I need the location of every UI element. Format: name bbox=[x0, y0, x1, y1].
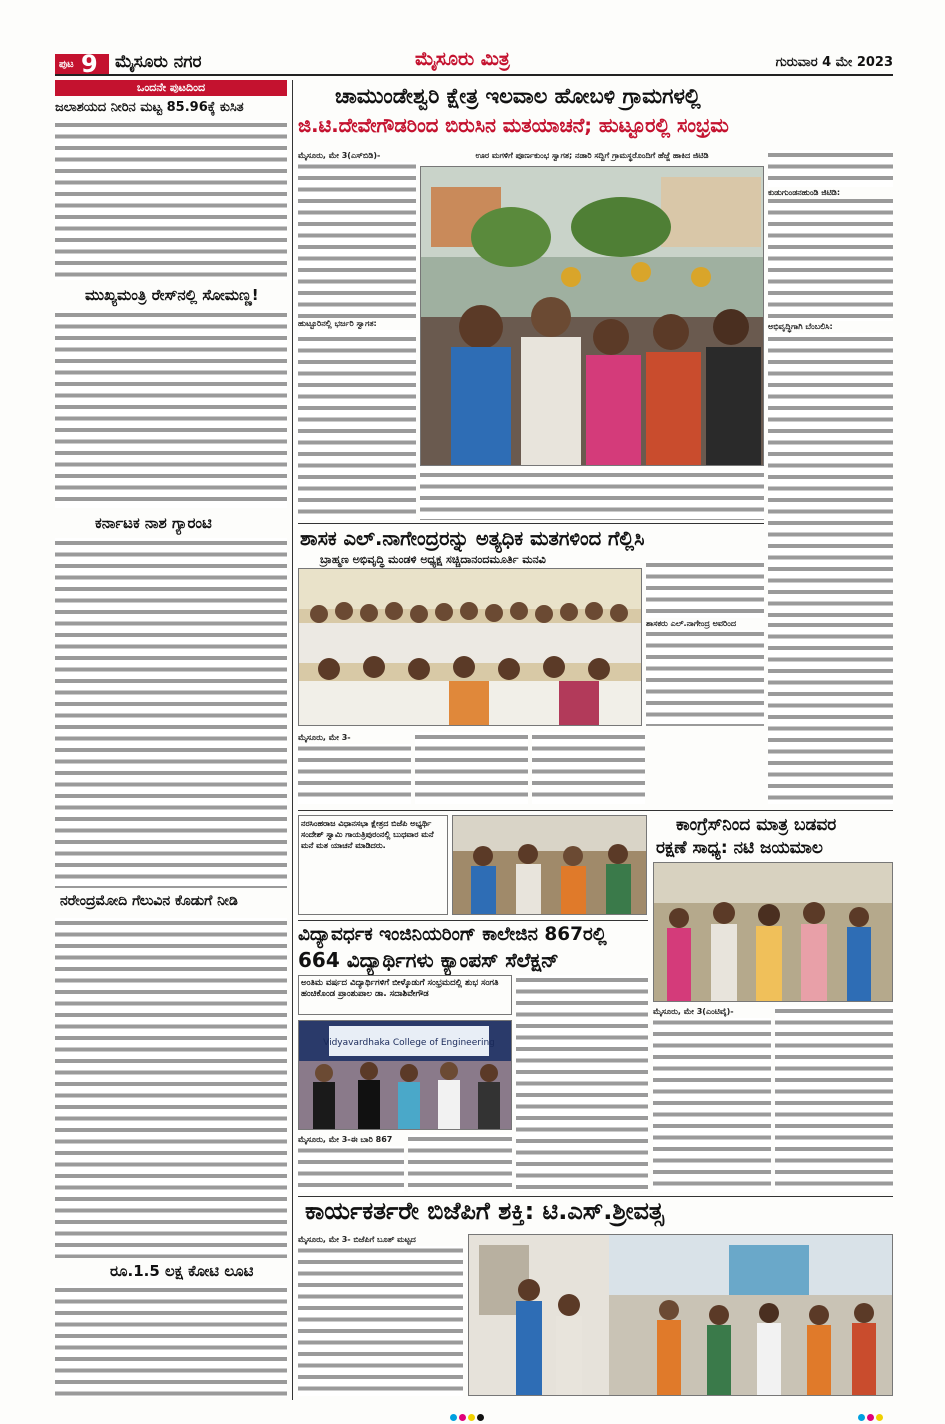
article-title-loot: ರೂ.1.5 ಲಕ್ಷ ಕೋಟಿ ಲೂಟಿ bbox=[110, 1262, 254, 1280]
color-registration-marks bbox=[858, 1406, 885, 1424]
story1-body-col1 bbox=[298, 150, 416, 520]
story1-subhead1: ಹುಟ್ಟೂರಿನಲ್ಲಿ ಭರ್ಜರಿ ಸ್ವಾಗತ: bbox=[298, 318, 416, 330]
street-campaign-image bbox=[469, 1235, 893, 1396]
story2-photo bbox=[298, 568, 642, 726]
page-number-badge bbox=[55, 50, 109, 78]
story1-photo bbox=[420, 166, 764, 466]
story2-headline: ಶಾಸಕ ಎಲ್.ನಾಗೇಂದ್ರರನ್ನು ಅತ್ಯಧಿಕ ಮತಗಳಿಂದ ಗೆಲ್ಲಿಸಿ bbox=[300, 527, 645, 550]
story4-subhead: ಅಂತಿಮ ವರ್ಷದ ವಿದ್ಯಾರ್ಥಿಗಳಿಗೆ ಬೀಳ್ಕೊಡುಗೆ ಸಂಭ್ರಮದಲ್ಲಿ ಶುಭ ಸಂಗತಿ ಹಂಚಿಕೊಂಡ ಪ್ರಾಂಶುಪಾಲ ಡಾ. ಸದಾಶಿವೇಗೌಡ bbox=[298, 975, 512, 1015]
story2-body-col4 bbox=[768, 620, 893, 804]
color-registration-marks bbox=[450, 1406, 486, 1424]
masthead-logo: ಮೈಸೂರು ಮಿತ್ರ bbox=[415, 48, 510, 70]
story3-body-col2 bbox=[775, 1006, 893, 1192]
column-divider bbox=[292, 80, 293, 1400]
page-word: ಪುಟ bbox=[59, 59, 74, 70]
article-body-reservoir bbox=[55, 120, 287, 280]
story1-body-under-photo bbox=[420, 470, 764, 520]
story5-body bbox=[298, 1234, 463, 1396]
story4-body-side bbox=[516, 975, 648, 1191]
story5-photo bbox=[468, 1234, 893, 1396]
story3-headline-line2: ರಕ್ಷಣೆ ಸಾಧ್ಯ: ನಟಿ ಜಯಮಾಲ bbox=[656, 838, 823, 858]
section-name: ಮೈಸೂರು ನಗರ bbox=[115, 52, 202, 72]
story2-subhead: ಬ್ರಾಹ್ಮಣ ಅಭಿವೃದ್ಧಿ ಮಂಡಳಿ ಅಧ್ಯಕ್ಷ ಸಚ್ಚಿದಾನಂದಮೂರ್ತಿ ಮನವಿ bbox=[320, 553, 546, 566]
ceremony-banner-text: Vidyavardhaka College of Engineering bbox=[323, 1038, 495, 1048]
story-divider bbox=[298, 810, 893, 811]
story4-photo bbox=[298, 1020, 512, 1130]
story2-body-col3 bbox=[532, 732, 645, 804]
group-photo-image bbox=[299, 569, 642, 726]
story2-body-col2 bbox=[415, 732, 528, 804]
page-header bbox=[55, 48, 893, 78]
article-title-guarantee: ಕರ್ನಾಟಕ ನಾಶ ಗ್ಯಾರಂಟಿ bbox=[95, 514, 212, 532]
article-title-cm-race: ಮುಖ್ಯಮಂತ್ರಿ ರೇಸ್‌ನಲ್ಲಿ ಸೋಮಣ್ಣ! bbox=[85, 286, 259, 304]
article-body-guarantee bbox=[55, 538, 287, 888]
story1-dateline: ಮೈಸೂರು, ಮೇ 3(ಎಸ್‌ಬಿಡಿ)- bbox=[298, 150, 416, 162]
story1-subhead2: ಕುಡುಗುಂಡನಹುಂಡಿ ಜಿಟಿಡಿ: bbox=[768, 187, 893, 199]
campaign-crowd-image bbox=[421, 167, 764, 466]
story1-body-col3 bbox=[768, 150, 893, 620]
door-to-door-image bbox=[453, 816, 647, 915]
article-body-modi bbox=[55, 918, 287, 1258]
story2-body-side bbox=[646, 560, 764, 726]
award-ceremony-image bbox=[299, 1021, 512, 1130]
story3-headline-line1: ಕಾಂಗ್ರೆಸ್‌ನಿಂದ ಮಾತ್ರ ಬಡವರ bbox=[676, 815, 837, 835]
article-body-loot bbox=[55, 1285, 287, 1397]
story1-subhead3: ಅಭಿವೃದ್ಧಿಗಾಗಿ ಬೆಂಬಲಿಸಿ: bbox=[768, 321, 893, 333]
photo-box-caption: ನರಸಿಂಹರಾಜ ವಿಧಾನಸಭಾ ಕ್ಷೇತ್ರದ ಬಿಜೆಪಿ ಅಭ್ಯರ್ಥಿ ಸಂದೇಶ್ ಸ್ವಾಮಿ ಗಾಯತ್ರಿಪುರಂನಲ್ಲಿ ಬುಧವಾರ ಮನೆ ಮನೆ ಮತ ಯಾಚನೆ ಮಾಡಿದರು. bbox=[298, 815, 448, 915]
continued-label: ಒಂದನೇ ಪುಟದಿಂದ bbox=[55, 80, 287, 96]
story3-body-col1 bbox=[653, 1006, 771, 1192]
story1-kicker: ಚಾಮುಂಡೇಶ್ವರಿ ಕ್ಷೇತ್ರ ಇಲವಾಲ ಹೋಬಳಿ ಗ್ರಾಮಗಳಲ್ಲಿ bbox=[335, 84, 701, 108]
story2-side-subhead: ಶಾಸಕರು ಎಲ್.ನಾಗೇಂದ್ರ ಅವರಿಂದ bbox=[646, 618, 764, 630]
story3-photo bbox=[653, 862, 893, 1002]
jayamala-campaign-image bbox=[654, 863, 893, 1002]
story4-body-col2 bbox=[408, 1134, 512, 1192]
campaign-photo bbox=[452, 815, 647, 915]
issue-date: ಗುರುವಾರ 4 ಮೇ 2023 bbox=[775, 55, 893, 70]
story4-dateline: ಮೈಸೂರು, ಮೇ 3-ಈ ಬಾರಿ 867 bbox=[298, 1134, 404, 1146]
story3-dateline: ಮೈಸೂರು, ಮೇ 3(ಎಂಟಿವೈ)- bbox=[653, 1006, 771, 1018]
story4-headline-line2: 664 ವಿದ್ಯಾರ್ಥಿಗಳು ಕ್ಯಾಂಪಸ್ ಸೆಲೆಕ್ಷನ್ bbox=[298, 948, 559, 972]
article-body-cm-race bbox=[55, 310, 287, 508]
story-divider bbox=[298, 523, 764, 524]
story5-dateline: ಮೈಸೂರು, ಮೇ 3- ಬಿಜೆಪಿಗೆ ಬೂತ್ ಮಟ್ಟದ bbox=[298, 1234, 463, 1246]
story2-dateline: ಮೈಸೂರು, ಮೇ 3- bbox=[298, 732, 411, 744]
article-title-reservoir: ಜಲಾಶಯದ ನೀರಿನ ಮಟ್ಟ 85.96ಕ್ಕೆ ಕುಸಿತ bbox=[55, 100, 244, 115]
page-number: 9 bbox=[81, 50, 98, 78]
story4-headline-line1: ವಿದ್ಯಾವರ್ಧಕ ಇಂಜಿನಿಯರಿಂಗ್ ಕಾಲೇಜಿನ 867ರಲ್ಲಿ bbox=[298, 924, 607, 945]
story5-headline: ಕಾರ್ಯಕರ್ತರೇ ಬಿಜೆಪಿಗೆ ಶಕ್ತಿ: ಟಿ.ಎಸ್.ಶ್ರೀವತ್ಸ bbox=[305, 1197, 664, 1225]
story-divider bbox=[298, 920, 648, 921]
article-title-modi: ನರೇಂದ್ರಮೋದಿ ಗೆಲುವಿನ ಕೊಡುಗೆ ನೀಡಿ bbox=[60, 893, 238, 909]
story1-headline: ಜಿ.ಟಿ.ದೇವೇಗೌಡರಿಂದ ಬಿರುಸಿನ ಮತಯಾಚನೆ; ಹುಟ್ಟೂರಲ್ಲಿ ಸಂಭ್ರಮ bbox=[298, 114, 729, 137]
story1-photo-caption: ಊರ ಮಗಳಿಗೆ ಪೂರ್ಣಕುಂಭ ಸ್ವಾಗತ; ನಡಾರಿ ಸದ್ದಿಗೆ ಗ್ರಾಮಸ್ಥರೊಂದಿಗೆ ಹೆಜ್ಜೆ ಹಾಕಿದ ಜಿಟಿಡಿ bbox=[475, 151, 709, 160]
